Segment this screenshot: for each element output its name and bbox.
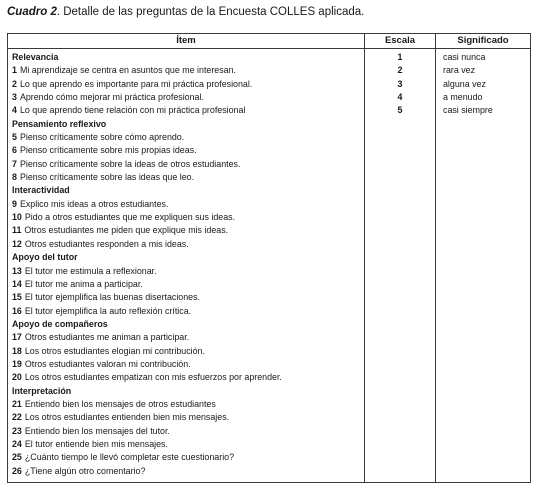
item-text: Pienso críticamente sobre mis propias ideas. bbox=[19, 145, 197, 156]
item-text: Pienso críticamente sobre cómo aprendo. bbox=[19, 132, 185, 143]
item-number: 4 bbox=[12, 105, 17, 116]
scale-value: 2 bbox=[397, 65, 403, 76]
header-meaning: Significado bbox=[457, 35, 509, 46]
item-text: Lo que aprendo es importante para mi práctica profesional. bbox=[19, 78, 253, 89]
item-text: El tutor me anima a participar. bbox=[24, 278, 143, 289]
section-title: Apoyo de compañeros bbox=[12, 318, 108, 329]
item-number: 7 bbox=[12, 158, 17, 169]
scale-column bbox=[367, 51, 433, 118]
table-row bbox=[12, 438, 362, 451]
item-text: Pienso críticamente sobre las ideas que leo. bbox=[19, 172, 195, 183]
table-row bbox=[12, 371, 362, 384]
item-number: 2 bbox=[12, 78, 17, 89]
item-text: Pido a otros estudiantes que me expliquen sus ideas. bbox=[24, 212, 236, 223]
table-row bbox=[12, 411, 362, 424]
item-number: 6 bbox=[12, 145, 17, 156]
item-column bbox=[12, 51, 362, 478]
table-row bbox=[12, 104, 362, 117]
table-row bbox=[12, 64, 362, 77]
item-number: 23 bbox=[12, 425, 22, 436]
colles-table bbox=[7, 33, 531, 483]
item-number: 14 bbox=[12, 278, 22, 289]
section-title: Interactividad bbox=[12, 185, 70, 196]
table-row bbox=[12, 131, 362, 144]
scale-meaning: casi nunca bbox=[443, 52, 486, 62]
table-row bbox=[12, 211, 362, 224]
item-number: 13 bbox=[12, 265, 22, 276]
item-number: 15 bbox=[12, 292, 22, 303]
table-row bbox=[12, 398, 362, 411]
table-row bbox=[12, 358, 362, 371]
item-text: El tutor ejemplifica las buenas disertaciones. bbox=[24, 292, 201, 303]
item-text: Los otros estudiantes entienden bien mis mensajes. bbox=[24, 412, 230, 423]
item-text: Otros estudiantes responden a mis ideas. bbox=[24, 238, 189, 249]
column-divider bbox=[435, 34, 436, 482]
item-text: Los otros estudiantes empatizan con mis esfuerzos por aprender. bbox=[24, 372, 282, 383]
table-row bbox=[12, 345, 362, 358]
scale-meaning: alguna vez bbox=[443, 78, 486, 89]
item-number: 22 bbox=[12, 412, 22, 423]
item-number: 18 bbox=[12, 345, 22, 356]
table-row bbox=[12, 305, 362, 318]
item-number: 17 bbox=[12, 332, 22, 343]
table-row bbox=[12, 144, 362, 157]
item-number: 9 bbox=[12, 198, 17, 209]
item-text: ¿Cuánto tiempo le llevó completar este cuestionario? bbox=[24, 452, 235, 463]
item-text: Entiendo bien los mensajes de otros estudiantes bbox=[24, 398, 216, 409]
item-text: Lo que aprendo tiene relación con mi práctica profesional bbox=[19, 105, 246, 116]
table-row bbox=[12, 78, 362, 91]
item-text: ¿Tiene algún otro comentario? bbox=[24, 465, 146, 476]
item-number: 26 bbox=[12, 465, 22, 476]
item-text: El tutor me estimula a reflexionar. bbox=[24, 265, 157, 276]
table-row bbox=[12, 278, 362, 291]
header-item: Ítem bbox=[176, 35, 196, 46]
item-number: 12 bbox=[12, 238, 22, 249]
table-row bbox=[12, 238, 362, 251]
scale-value: 5 bbox=[397, 105, 403, 116]
table-row bbox=[12, 224, 362, 237]
scale-value: 1 bbox=[397, 52, 403, 62]
item-text: Explico mis ideas a otros estudiantes. bbox=[19, 198, 169, 209]
scale-meaning: a menudo bbox=[443, 92, 483, 103]
caption-label: Cuadro 2 bbox=[7, 6, 57, 18]
table-row bbox=[12, 425, 362, 438]
item-text: Pienso críticamente sobre la ideas de otros estudiantes. bbox=[19, 158, 241, 169]
caption-text: . Detalle de las preguntas de la Encuesta COLLES aplicada. bbox=[56, 6, 365, 18]
item-number: 8 bbox=[12, 172, 17, 183]
table-row bbox=[12, 465, 362, 478]
scale-meaning: casi siempre bbox=[443, 105, 493, 116]
table-row bbox=[12, 171, 362, 184]
scale-value: 4 bbox=[397, 92, 403, 103]
scale-value: 3 bbox=[397, 78, 403, 89]
section-title: Pensamiento reflexivo bbox=[12, 118, 107, 129]
item-text: Mi aprendizaje se centra en asuntos que me interesan. bbox=[19, 65, 237, 76]
section-title: Relevancia bbox=[12, 52, 59, 62]
item-number: 21 bbox=[12, 398, 22, 409]
item-text: Otros estudiantes me piden que explique mis ideas. bbox=[24, 225, 229, 236]
item-number: 24 bbox=[12, 438, 22, 449]
table-header bbox=[8, 34, 530, 49]
item-number: 16 bbox=[12, 305, 22, 316]
table-row bbox=[12, 265, 362, 278]
item-text: Otros estudiantes valoran mi contribución. bbox=[24, 358, 191, 369]
item-number: 3 bbox=[12, 92, 17, 103]
table-row bbox=[12, 451, 362, 464]
item-number: 5 bbox=[12, 132, 17, 143]
section-title: Apoyo del tutor bbox=[12, 252, 78, 263]
section-title: Interpretación bbox=[12, 385, 72, 396]
item-number: 11 bbox=[12, 225, 22, 236]
item-text: El tutor entiende bien mis mensajes. bbox=[24, 438, 168, 449]
scale-meaning: rara vez bbox=[443, 65, 476, 76]
item-number: 25 bbox=[12, 452, 22, 463]
table-caption bbox=[7, 5, 364, 19]
table-row bbox=[12, 291, 362, 304]
item-number: 10 bbox=[12, 212, 22, 223]
table-row bbox=[12, 331, 362, 344]
table-row bbox=[12, 198, 362, 211]
item-text: Los otros estudiantes elogian mi contribución. bbox=[24, 345, 205, 356]
item-text: Aprendo cómo mejorar mi práctica profesional. bbox=[19, 92, 204, 103]
item-number: 20 bbox=[12, 372, 22, 383]
header-scale: Escala bbox=[384, 35, 416, 46]
item-number: 19 bbox=[12, 358, 22, 369]
item-number: 1 bbox=[12, 65, 17, 76]
column-divider bbox=[364, 34, 365, 482]
table-row bbox=[12, 91, 362, 104]
table-row bbox=[12, 158, 362, 171]
item-text: Entiendo bien los mensajes del tutor. bbox=[24, 425, 170, 436]
item-text: Otros estudiantes me animan a participar. bbox=[24, 332, 190, 343]
meaning-column bbox=[443, 51, 528, 118]
item-text: El tutor ejemplifica la auto reflexión crítica. bbox=[24, 305, 192, 316]
